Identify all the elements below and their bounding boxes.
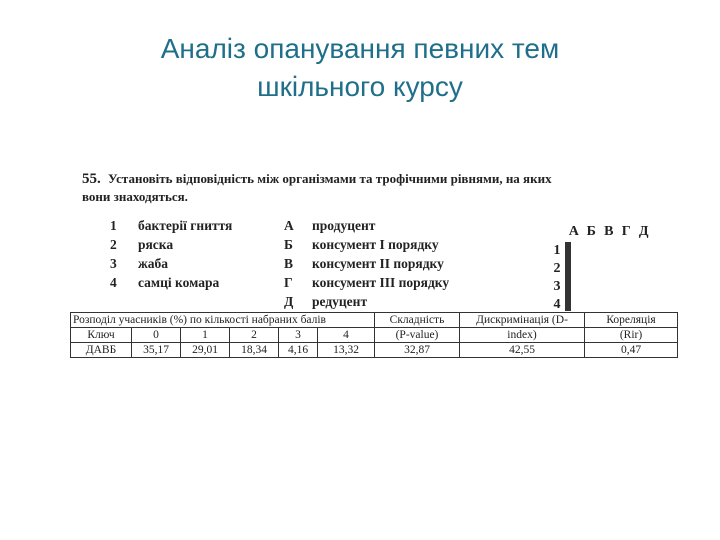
item-number: 4 <box>110 275 117 290</box>
grid-letter: Б <box>586 224 596 239</box>
trophic-level-label: консумент ІІІ порядку <box>312 275 450 290</box>
stats-score-label-row <box>71 328 678 343</box>
score-label: 2 <box>230 328 279 343</box>
discrimination-header-line-2: index) <box>460 328 585 343</box>
score-label: 0 <box>132 328 181 343</box>
option-letter: В <box>284 256 294 271</box>
score-label: 4 <box>318 328 375 343</box>
score-value: 35,17 <box>132 343 181 358</box>
score-value: 18,34 <box>230 343 279 358</box>
trophic-level-label: консумент І порядку <box>312 237 439 252</box>
item-number: 2 <box>110 237 117 252</box>
correlation-header-line-1: Кореляція <box>606 313 656 326</box>
answer-grid-header <box>565 224 655 240</box>
trophic-level-label: консумент ІІ порядку <box>312 256 444 271</box>
answer-grid-row-numbers <box>550 242 564 314</box>
answer-cell[interactable] <box>570 260 571 277</box>
score-label: 3 <box>279 328 318 343</box>
stats-header-row <box>71 313 678 328</box>
trophic-level-label: редуцент <box>312 294 368 309</box>
slide-title <box>0 30 720 106</box>
organism-label: бактерії гниття <box>138 218 233 233</box>
grid-row-number: 4 <box>553 297 561 312</box>
grid-row-number: 1 <box>553 243 561 258</box>
task-instruction <box>82 170 682 205</box>
grid-row-number: 2 <box>553 261 561 276</box>
stats-value-row <box>71 343 678 358</box>
discrimination-header <box>460 313 585 328</box>
test-task <box>82 170 682 312</box>
option-letter: Д <box>284 294 294 309</box>
pair-row <box>82 294 542 313</box>
answer-cell[interactable] <box>570 277 571 294</box>
score-value: 29,01 <box>181 343 230 358</box>
distribution-header: Розподіл учасників (%) по кількості набраних балів <box>71 313 375 328</box>
answer-grid-cells <box>565 242 571 311</box>
pair-row <box>82 218 542 237</box>
key-label: Ключ <box>71 328 132 343</box>
score-value: 13,32 <box>318 343 375 358</box>
difficulty-value: 32,87 <box>375 343 460 358</box>
slide-title-line-2: шкільного курсу <box>257 71 463 102</box>
answer-cell[interactable] <box>570 294 571 311</box>
grid-letter: В <box>604 224 614 239</box>
item-number: 1 <box>110 218 117 233</box>
score-label: 1 <box>181 328 230 343</box>
organism-label: самці комара <box>138 275 220 290</box>
pair-row <box>82 275 542 294</box>
organism-label: жаба <box>138 256 169 271</box>
grid-row-number: 3 <box>553 279 561 294</box>
task-number: 55. <box>82 171 101 187</box>
slide-title-line-1: Аналіз опанування певних тем <box>160 33 560 64</box>
task-instruction-line-1: Установіть відповідність між організмами та трофічними рівнями, на яких <box>108 171 552 186</box>
option-letter: Г <box>284 275 293 290</box>
grid-letter: Г <box>621 224 631 239</box>
task-statistics-table <box>70 312 678 358</box>
difficulty-header <box>375 313 460 328</box>
difficulty-header-line-1: Складність <box>389 313 445 326</box>
trophic-level-label: продуцент <box>312 218 376 233</box>
answer-cell[interactable] <box>570 243 571 260</box>
score-value: 4,16 <box>279 343 318 358</box>
pair-row <box>82 237 542 256</box>
item-number: 3 <box>110 256 117 271</box>
discrimination-header-line-1: Дискримінація (D- <box>476 313 568 326</box>
task-instruction-line-2: вони знаходяться. <box>82 189 188 204</box>
grid-letter: Д <box>638 224 649 239</box>
organism-label: ряска <box>138 237 174 252</box>
grid-letter: А <box>568 224 579 239</box>
answer-key: ДАВБ <box>71 343 132 358</box>
correlation-header <box>585 313 678 328</box>
correlation-value: 0,47 <box>585 343 678 358</box>
difficulty-header-line-2: (P-value) <box>375 328 460 343</box>
option-letter: Б <box>284 237 293 252</box>
discrimination-value: 42,55 <box>460 343 585 358</box>
pair-row <box>82 256 542 275</box>
correlation-header-line-2: (Rir) <box>585 328 678 343</box>
option-letter: А <box>284 218 294 233</box>
